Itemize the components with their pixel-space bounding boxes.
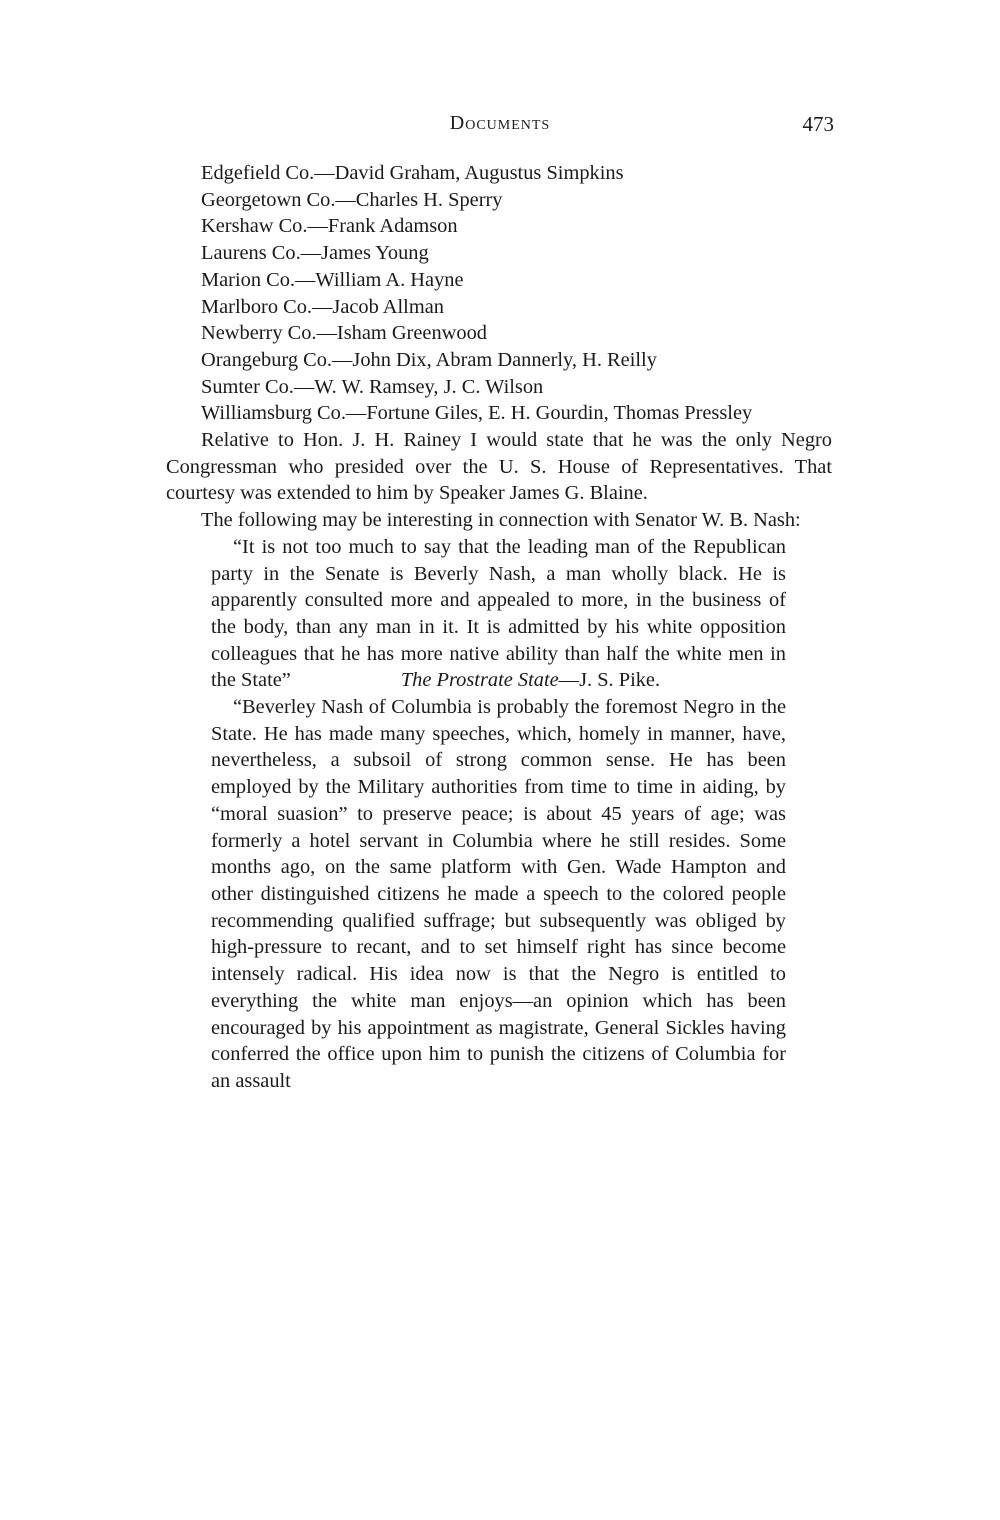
running-head: Documents: [449, 112, 551, 134]
quote-source-author: —J. S. Pike.: [558, 669, 661, 692]
county-line: Orangeburg Co.—John Dix, Abram Dannerly, H. Reilly: [201, 348, 657, 371]
county-line: Georgetown Co.—Charles H. Sperry: [201, 188, 503, 211]
county-line: Kershaw Co.—Frank Adamson: [201, 215, 458, 238]
quote-pike-text: “It is not too much to say that the leading man of the Republican party in the Senate is Beverly Nash, a man wholly black. He is apparently consulted more and appealed to more, in the business of the body, than any man in it. It is admitted by his white opposition colleagues that he has more native ability than half the white men in the State”: [211, 535, 786, 692]
paragraph-nash-intro: The following may be interesting in connection with Senator W. B. Nash:: [201, 509, 801, 532]
county-line: Marlboro Co.—Jacob Allman: [201, 295, 444, 318]
page-header: [166, 112, 834, 142]
quote-pike: [211, 534, 786, 694]
page-number: 473: [802, 112, 834, 136]
quote-source-title: The Prostrate State: [400, 669, 559, 692]
county-line: Newberry Co.—Isham Greenwood: [201, 322, 487, 345]
page-body: [166, 160, 832, 1095]
block-quote: [211, 534, 786, 1095]
paragraph-rainey: Relative to Hon. J. H. Rainey I would state that he was the only Negro Congressman who presided over the U. S. House of Representatives. That courtesy was extended to him by Speaker James G. Blaine.: [166, 429, 832, 505]
county-line: Edgefield Co.—David Graham, Augustus Simpkins: [201, 162, 624, 184]
county-line: Laurens Co.—James Young: [201, 242, 429, 265]
county-line-wrapped: Williamsburg Co.—Fortune Giles, E. H. Gourdin, Thomas Pressley: [201, 402, 753, 425]
quote-second: “Beverley Nash of Columbia is probably the foremost Negro in the State. He has made many speeches, which, homely in manner, have, nevertheless, a subsoil of strong common sense. He has been employed by the Military authorities from time to time in aiding, by “moral suasion” to preserve peace; is about 45 years of age; was formerly a hotel servant in Columbia where he still resides. Some months ago, on the same platform with Gen. Wade Hampton and other distinguished citizens he made a speech to the colored people recommending qualified suffrage; but subsequently was obliged by high-pressure to recant, and to set himself right has since become intensely radical. His idea now is that the Negro is entitled to everything the white man enjoys—an opinion which has been encouraged by his appointment as magistrate, General Sickles having conferred the office upon him to punish the citizens of Columbia for an assault: [211, 696, 786, 1092]
county-line: Marion Co.—William A. Hayne: [201, 268, 464, 291]
county-line: Sumter Co.—W. W. Ramsey, J. C. Wilson: [201, 375, 544, 398]
